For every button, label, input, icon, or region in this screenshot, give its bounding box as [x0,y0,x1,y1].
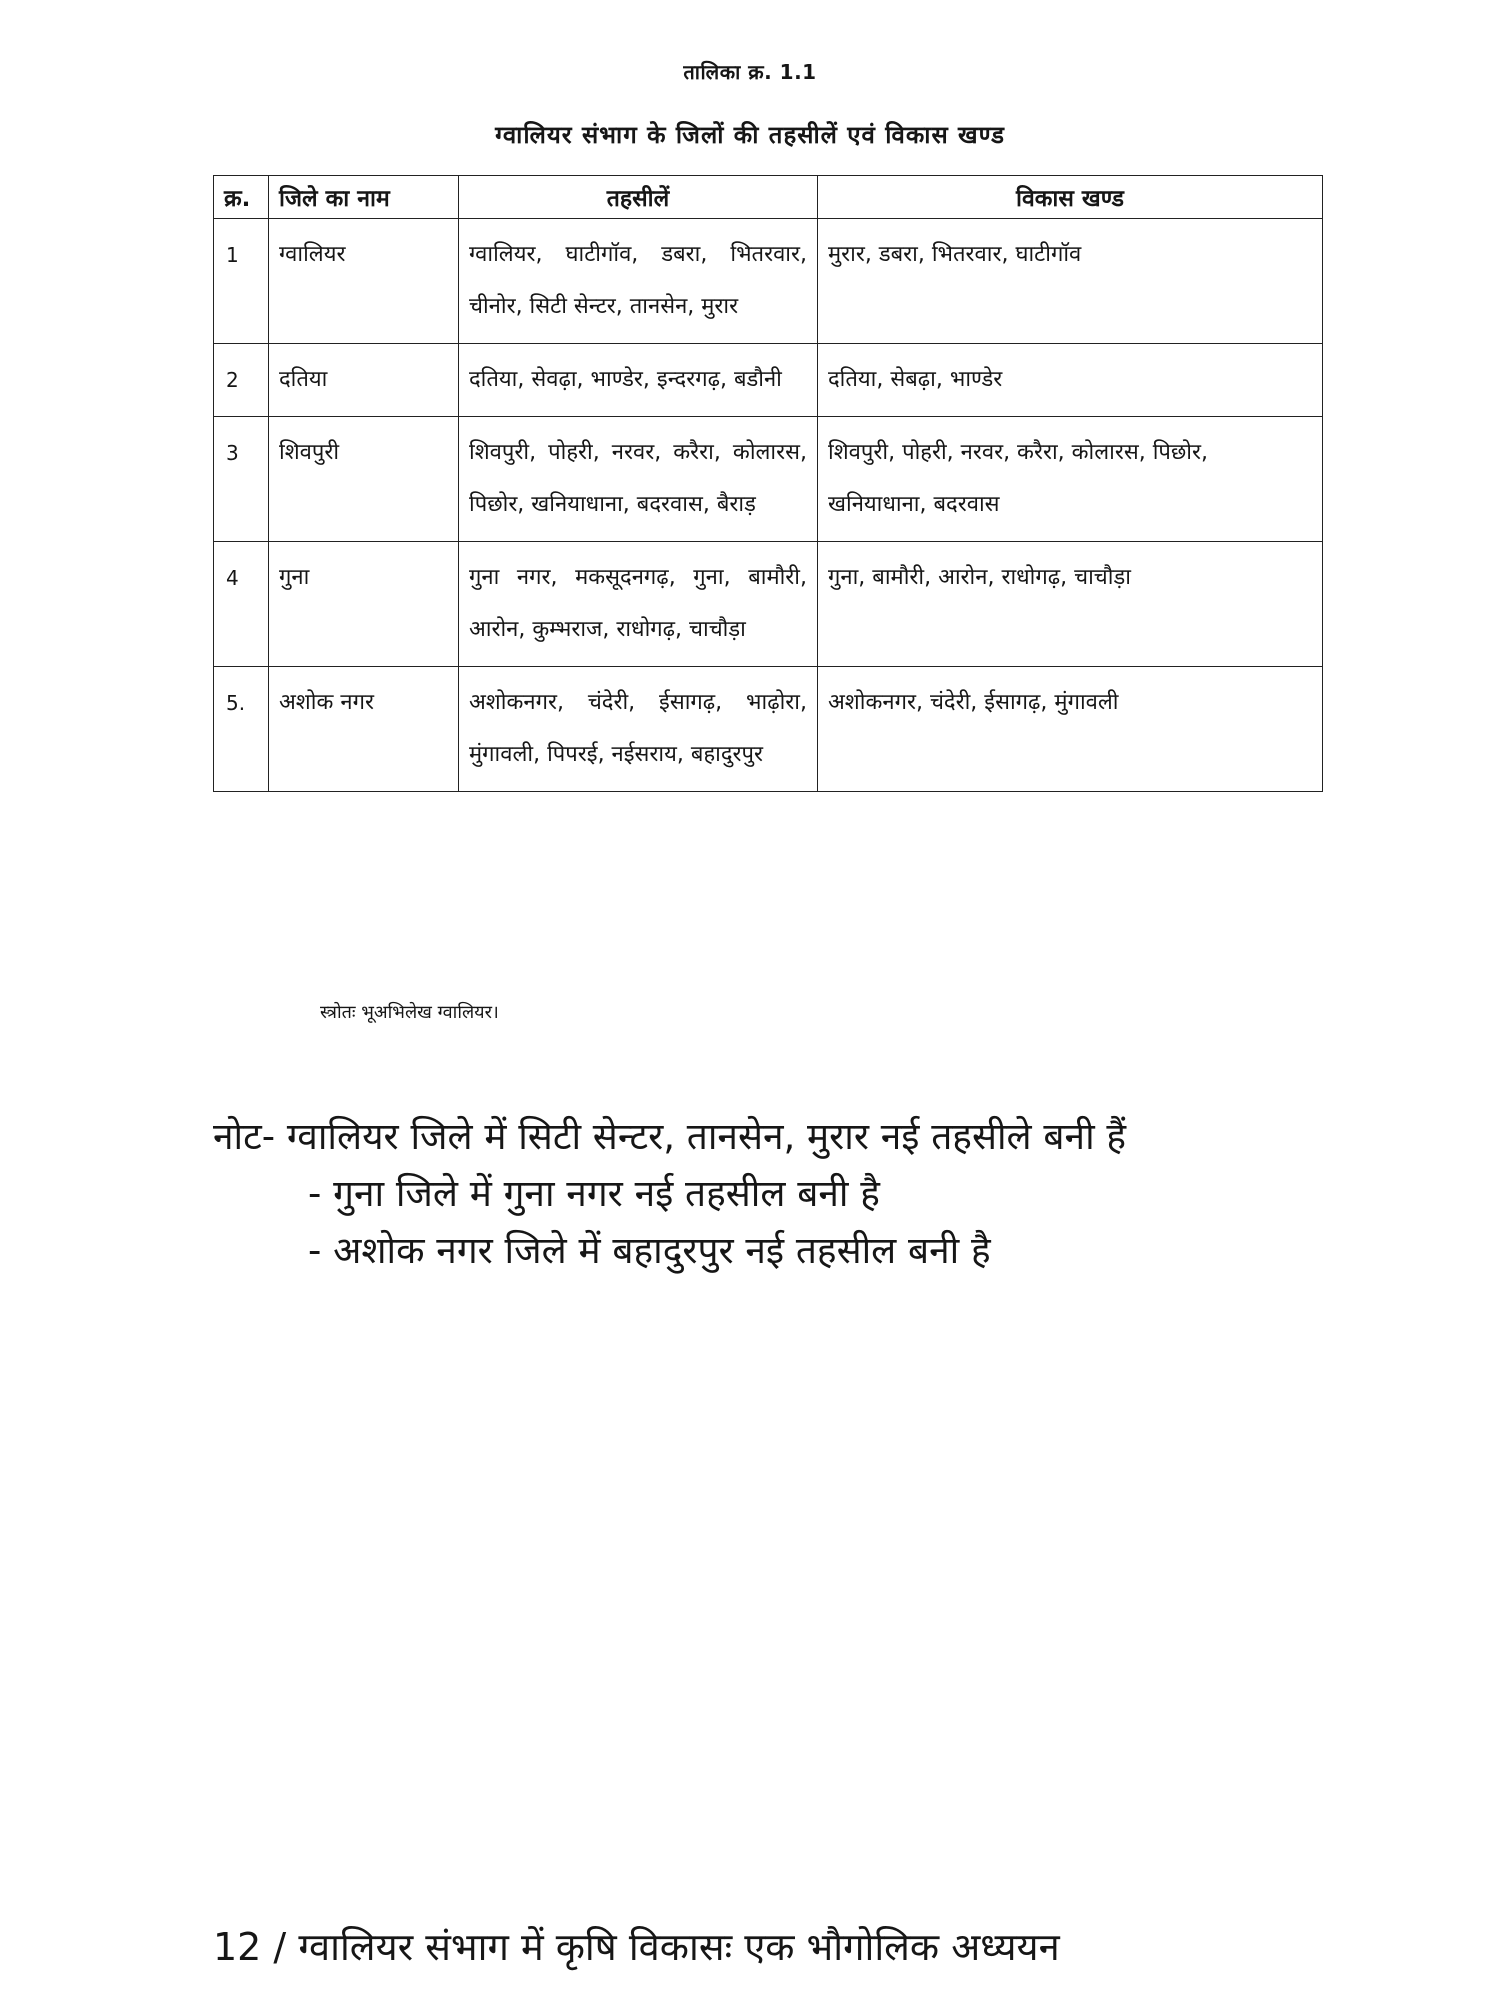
header-serial: क्र. [214,176,269,219]
row-district: ग्वालियर [269,219,459,344]
row-tehsils: शिवपुरी, पोहरी, नरवर, करैरा, कोलारस, पिछोर, खनियाधाना, बदरवास, बैराड़ [459,417,818,542]
row-serial: 4 [214,542,269,667]
table-number-title: तालिका क्र. 1.1 [683,60,817,84]
row-blocks: गुना, बामौरी, आरोन, राधोगढ़, चाचौड़ा [818,542,1323,667]
header-district: जिले का नाम [269,176,459,219]
row-tehsils: गुना नगर, मकसूदनगढ़, गुना, बामौरी, आरोन, कुम्भराज, राधोगढ़, चाचौड़ा [459,542,818,667]
page-footer: 12 / ग्वालियर संभाग में कृषि विकासः एक भौगोलिक अध्ययन [213,1925,1060,1969]
table-row [214,667,1323,792]
row-district: दतिया [269,344,459,417]
row-district: शिवपुरी [269,417,459,542]
tehsil-block-table [213,175,1323,792]
row-tehsils: ग्वालियर, घाटीगॉव, डबरा, भितरवार, चीनोर, सिटी सेन्टर, तानसेन, मुरार [459,219,818,344]
table-header-row [214,176,1323,219]
row-district: अशोक नगर [269,667,459,792]
row-district: गुना [269,542,459,667]
row-serial: 2 [214,344,269,417]
row-tehsils: दतिया, सेवढ़ा, भाण्डेर, इन्दरगढ़, बडौनी [459,344,818,417]
row-blocks: अशोकनगर, चंदेरी, ईसागढ़, मुंगावली [818,667,1323,792]
notes-block [213,1108,1126,1279]
note-sub-ashoknagar: - अशोक नगर जिले में बहादुरपुर नई तहसील बनी है [308,1229,991,1272]
table-row [214,344,1323,417]
row-tehsils: अशोकनगर, चंदेरी, ईसागढ़, भाढ़ोरा, मुंगावली, पिपरई, नईसराय, बहादुरपुर [459,667,818,792]
table-row [214,417,1323,542]
table-row [214,219,1323,344]
row-serial: 1 [214,219,269,344]
row-blocks: शिवपुरी, पोहरी, नरवर, करैरा, कोलारस, पिछोर, खनियाधाना, बदरवास [818,417,1323,542]
row-serial: 3 [214,417,269,542]
row-blocks: मुरार, डबरा, भितरवार, घाटीगॉव [818,219,1323,344]
row-serial: 5. [214,667,269,792]
table-caption: ग्वालियर संभाग के जिलों की तहसीलें एवं विकास खण्ड [495,121,1005,149]
row-blocks: दतिया, सेबढ़ा, भाण्डेर [818,344,1323,417]
table-row [214,542,1323,667]
header-tehsils: तहसीलें [459,176,818,219]
note-main: नोट- ग्वालियर जिले में सिटी सेन्टर, तानसेन, मुरार नई तहसीले बनी हैं [213,1115,1127,1158]
note-sub-guna: - गुना जिले में गुना नगर नई तहसील बनी है [308,1172,880,1215]
header-blocks: विकास खण्ड [818,176,1323,219]
source-note: स्त्रोतः भूअभिलेख ग्वालियर। [320,1002,499,1023]
